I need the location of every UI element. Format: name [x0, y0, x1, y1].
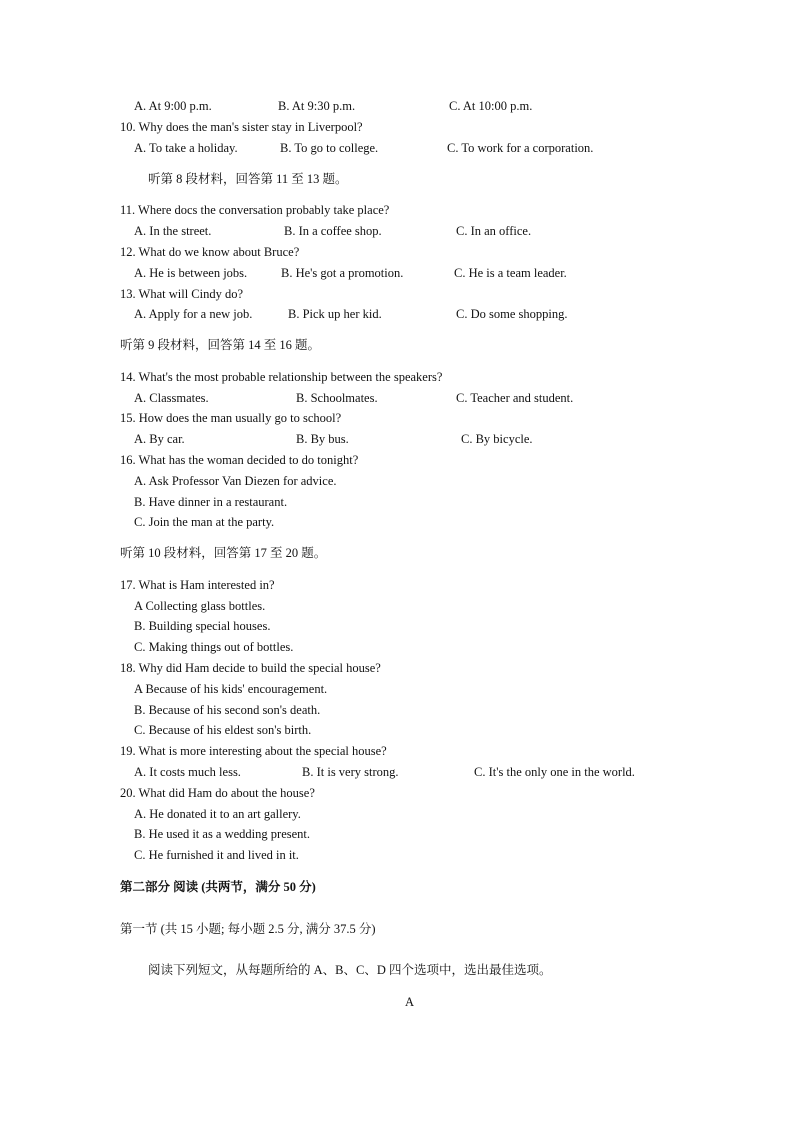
q11-stem: 11. Where docs the conversation probably take place? [120, 203, 390, 217]
q13-option-b: B. Pick up her kid. [288, 307, 382, 321]
q18-option-c: C. Because of his eldest son's birth. [134, 723, 312, 737]
passage-label: A [405, 995, 415, 1009]
section-1-heading: 第一节 (共 15 小题; 每小题 2.5 分, 满分 37.5 分) [120, 922, 376, 936]
reading-instruction: 阅读下列短文，从每题所给的 A、B、C、D 四个选项中，选出最佳选项。 [148, 963, 552, 977]
q14-stem: 14. What's the most probable relationship between the speakers? [120, 370, 443, 384]
q16-option-b: B. Have dinner in a restaurant. [134, 495, 288, 509]
q20-option-c: C. He furnished it and lived in it. [134, 848, 299, 862]
q15-option-c: C. By bicycle. [461, 432, 533, 446]
part-2-heading: 第二部分 阅读 (共两节，满分 50 分) [120, 880, 316, 894]
q18-option-a: A Because of his kids' encouragement. [134, 682, 328, 696]
q20-stem: 20. What did Ham do about the house? [120, 786, 315, 800]
section-9-instruction: 听第 9 段材料，回答第 14 至 16 题。 [120, 338, 321, 352]
q18-option-b: B. Because of his second son's death. [134, 703, 321, 717]
q20-option-a: A. He donated it to an art gallery. [134, 807, 301, 821]
q19-option-c: C. It's the only one in the world. [474, 765, 635, 779]
q14-option-c: C. Teacher and student. [456, 391, 574, 405]
q16-option-c: C. Join the man at the party. [134, 515, 275, 529]
q20-option-b: B. He used it as a wedding present. [134, 827, 311, 841]
q11-option-c: C. In an office. [456, 224, 532, 238]
q9-option-c: C. At 10:00 p.m. [449, 99, 533, 113]
q17-option-b: B. Building special houses. [134, 619, 271, 633]
q13-option-c: C. Do some shopping. [456, 307, 568, 321]
q17-option-a: A Collecting glass bottles. [134, 599, 266, 613]
q11-option-a: A. In the street. [134, 224, 212, 238]
q18-stem: 18. Why did Ham decide to build the special house? [120, 661, 381, 675]
q17-option-c: C. Making things out of bottles. [134, 640, 294, 654]
q13-option-a: A. Apply for a new job. [134, 307, 253, 321]
q12-option-a: A. He is between jobs. [134, 266, 248, 280]
q15-option-b: B. By bus. [296, 432, 349, 446]
q16-stem: 16. What has the woman decided to do tonight? [120, 453, 359, 467]
q19-stem: 19. What is more interesting about the special house? [120, 744, 387, 758]
q10-option-c: C. To work for a corporation. [447, 141, 594, 155]
q15-option-a: A. By car. [134, 432, 185, 446]
q14-option-a: A. Classmates. [134, 391, 209, 405]
q19-option-b: B. It is very strong. [302, 765, 399, 779]
q12-option-c: C. He is a team leader. [454, 266, 567, 280]
q13-stem: 13. What will Cindy do? [120, 287, 244, 301]
section-8-instruction: 听第 8 段材料，回答第 11 至 13 题。 [148, 172, 348, 186]
q11-option-b: B. In a coffee shop. [284, 224, 382, 238]
q16-option-a: A. Ask Professor Van Diezen for advice. [134, 474, 337, 488]
q9-option-a: A. At 9:00 p.m. [134, 99, 212, 113]
q17-stem: 17. What is Ham interested in? [120, 578, 275, 592]
q12-option-b: B. He's got a promotion. [281, 266, 404, 280]
q19-option-a: A. It costs much less. [134, 765, 241, 779]
section-10-instruction: 听第 10 段材料，回答第 17 至 20 题。 [120, 546, 327, 560]
q10-stem: 10. Why does the man's sister stay in Liverpool? [120, 120, 363, 134]
q12-stem: 12. What do we know about Bruce? [120, 245, 300, 259]
q15-stem: 15. How does the man usually go to school? [120, 411, 342, 425]
q10-option-b: B. To go to college. [280, 141, 379, 155]
q10-option-a: A. To take a holiday. [134, 141, 238, 155]
q14-option-b: B. Schoolmates. [296, 391, 378, 405]
q9-option-b: B. At 9:30 p.m. [278, 99, 356, 113]
